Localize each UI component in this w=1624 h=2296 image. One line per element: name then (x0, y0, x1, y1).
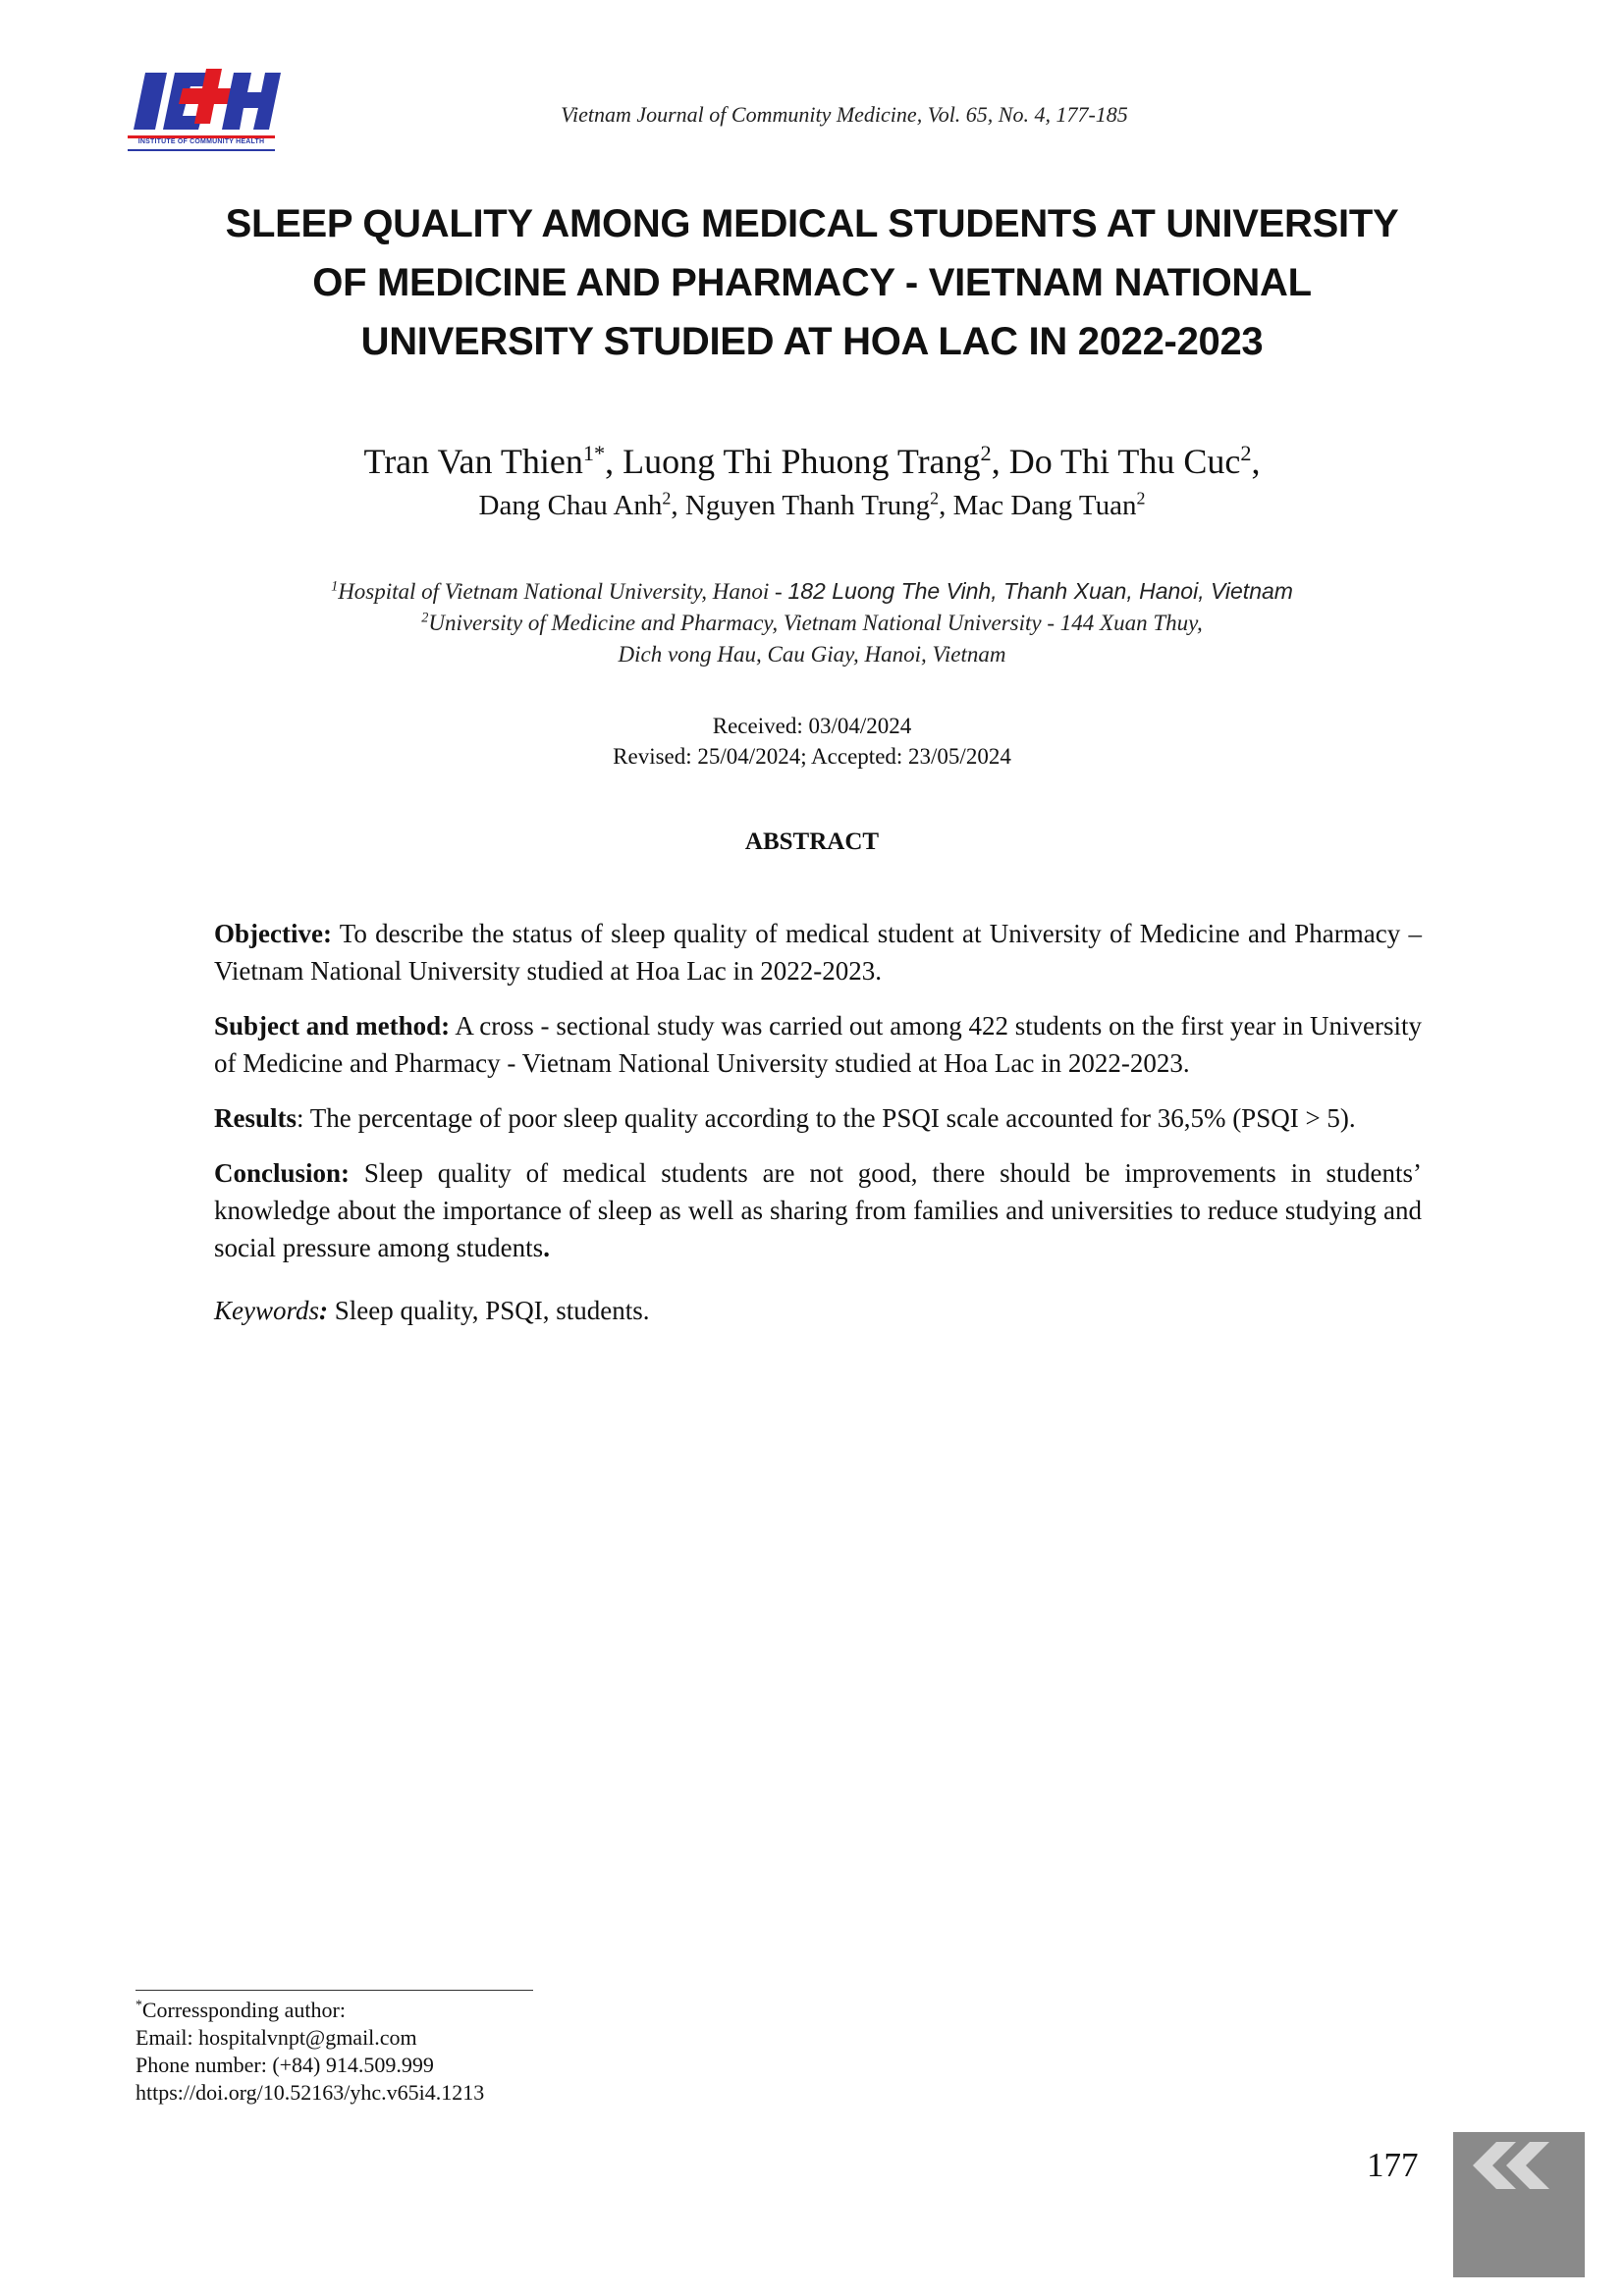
author-affiliation-mark: 1* (582, 441, 606, 465)
affiliation-2-cont: Dich vong Hau, Cau Giay, Hanoi, Vietnam (618, 642, 1006, 667)
author-separator: , (671, 490, 685, 521)
section-text: To describe the status of sleep quality of medical student at University of Medicine and Pharmacy – Vietnam National University studied at Hoa Lac in 2022-2023. (214, 919, 1422, 986)
author-line-1 (196, 438, 1428, 485)
author-affiliation-mark: 2 (1136, 488, 1146, 508)
author-phone: Phone number: (+84) 914.509.999 (135, 2053, 434, 2077)
footnote-text: Corressponding author: (141, 1998, 346, 2022)
abstract-conclusion (214, 1154, 1422, 1266)
section-label: Keywords (214, 1296, 319, 1325)
author-name: Luong Thi Phuong Trang (623, 442, 981, 481)
section-label: Conclusion: (214, 1158, 351, 1188)
section-text: Sleep quality, PSQI, students. (328, 1296, 650, 1325)
affiliation-mark: 1 (331, 578, 339, 595)
affiliation-1 (196, 575, 1428, 608)
section-end: . (543, 1233, 550, 1262)
affiliation-mark: 2 (421, 610, 429, 626)
logo-tagline: INSTITUTE OF COMMUNITY HEALTH (137, 138, 265, 145)
affiliation-text: University of Medicine and Pharmacy, Vietnam National University - 144 Xuan Thuy, (428, 611, 1203, 635)
abstract-objective (214, 915, 1422, 989)
page-number: 177 (1367, 2146, 1419, 2184)
author-separator: , (939, 490, 953, 521)
author-name: Tran Van Thien (363, 442, 583, 481)
author-name: Mac Dang Tuan (952, 490, 1137, 521)
title-line: OF MEDICINE AND PHARMACY - VIETNAM NATIONAL (312, 261, 1312, 304)
journal-logo (124, 67, 281, 161)
section-label: Subject and method: (214, 1011, 451, 1041)
author-separator: , (991, 442, 1009, 481)
keywords-colon: : (319, 1296, 328, 1325)
section-label: Results (214, 1103, 298, 1133)
footnote (135, 1997, 823, 2107)
affiliation-address: 182 Luong The Vinh, Thanh Xuan, Hanoi, Vietnam (787, 578, 1293, 604)
abstract-results (214, 1099, 1422, 1137)
abstract-body (214, 915, 1422, 1347)
affiliation-text: Hospital of Vietnam National University, Hanoi - (338, 579, 788, 604)
author-affiliation-mark: 2 (662, 488, 672, 508)
author-email: Email: hospitalvnpt@gmail.com (135, 2025, 417, 2050)
title-line: UNIVERSITY STUDIED AT HOA LAC IN 2022-2023 (360, 320, 1264, 363)
article-dates (196, 711, 1428, 772)
footnote-divider (135, 1990, 533, 1991)
abstract-keywords (214, 1292, 1422, 1329)
double-chevron-left-icon (1453, 2132, 1585, 2277)
affiliation-2 (196, 608, 1428, 639)
author-separator: , (1251, 442, 1261, 481)
author-name: Dang Chau Anh (478, 490, 663, 521)
author-affiliation-mark: 2 (980, 441, 992, 465)
author-name: Do Thi Thu Cuc (1008, 442, 1241, 481)
revised-accepted-date: Revised: 25/04/2024; Accepted: 23/05/2024 (613, 744, 1011, 769)
author-name: Nguyen Thanh Trung (684, 490, 931, 521)
section-text: A cross - sectional study was carried out among 422 students on the first year in University of Medicine and Pharmacy - Vietnam National University studied at Hoa Lac in 2022-2023. (214, 1011, 1422, 1078)
author-separator: , (605, 442, 623, 481)
affiliations (196, 575, 1428, 670)
page-tab (1453, 2132, 1585, 2277)
title-line: SLEEP QUALITY AMONG MEDICAL STUDENTS AT UNIVERSITY (225, 202, 1399, 245)
section-text: Sleep quality of medical students are not good, there should be improvements in students’ knowledge about the importance of sleep as well as sharing from families and universities to reduce studying and social pressure among students (214, 1158, 1422, 1262)
ich-logo-icon (124, 67, 281, 161)
paper-title (196, 194, 1428, 371)
author-affiliation-mark: 2 (930, 488, 940, 508)
section-label: Objective: (214, 919, 332, 948)
author-line-2 (196, 485, 1428, 526)
abstract-heading: ABSTRACT (744, 828, 880, 855)
author-list (196, 438, 1428, 526)
footnote-mark: * (135, 1997, 142, 2012)
received-date: Received: 03/04/2024 (712, 714, 912, 738)
author-affiliation-mark: 2 (1240, 441, 1252, 465)
journal-citation: Vietnam Journal of Community Medicine, Vol. 65, No. 4, 177-185 (561, 102, 1128, 127)
abstract-method (214, 1007, 1422, 1082)
section-text: : The percentage of poor sleep quality according to the PSQI scale accounted for 36,5% (PSQI > 5). (297, 1103, 1356, 1133)
doi-link[interactable]: https://doi.org/10.52163/yhc.v65i4.1213 (135, 2080, 485, 2105)
corresponding-label (135, 1997, 823, 2024)
